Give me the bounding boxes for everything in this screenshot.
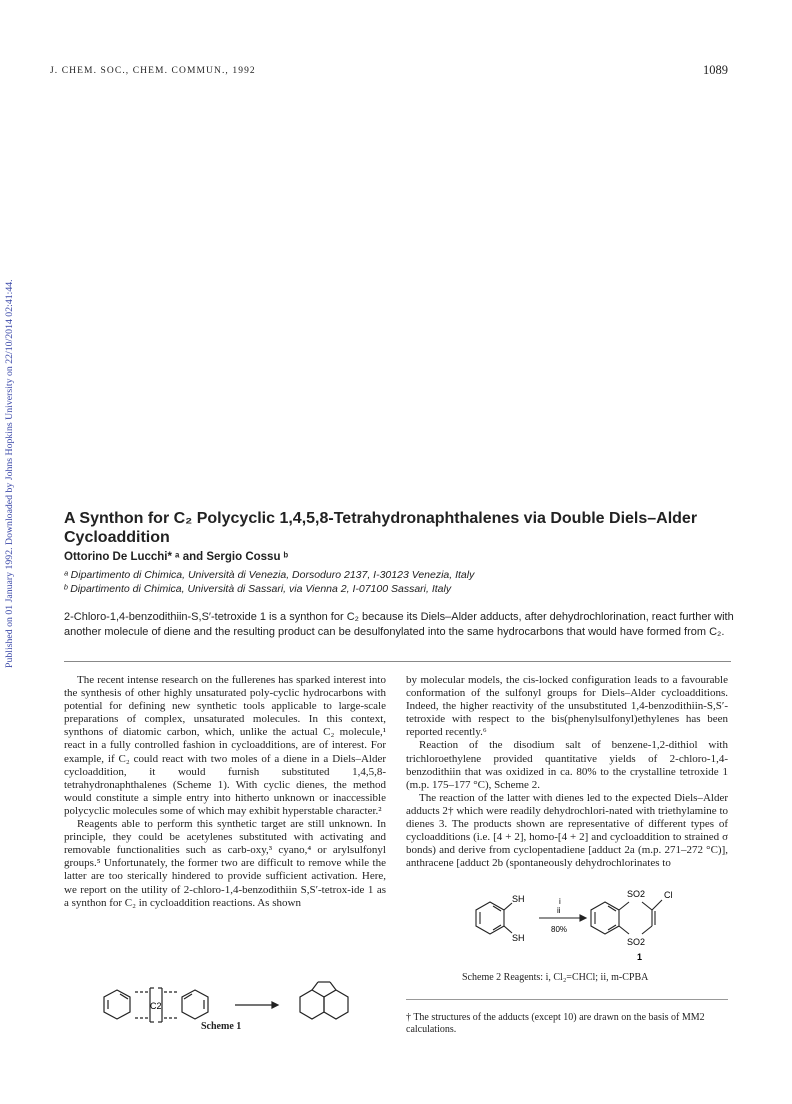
download-watermark: Published on 01 January 1992. Downloaded by Johns Hopkins University on 22/10/2014 02:41:44.: [4, 279, 15, 668]
sh-label-top: SH: [512, 894, 525, 904]
paragraph: The recent intense research on the fullerenes has sparked interest into the synthesis of other highly unsaturated poly-cyclic hydrocarbons with potential for defining new synthetic tools applicable to large-scale preparations of complex, unsaturated molecules. In this context, synthons of diatomic carbon, which, unlike the actual C₂ molecule,¹ react in a fully controlled fashion in cycloadditions, are of interest. For example, if C₂ could react with two moles of a diene in a Diels–Alder cycloaddition, it would furnish substituted 1,4,5,8-tetrahydronaphthalenes (Scheme 1). With cyclic dienes, the method would constitute a simple entry into hitherto unknown or inaccessible polycyclic molecules some of which may exhibit hyperstable character.²: [64, 674, 386, 817]
scheme-2-figure: [462, 878, 702, 964]
title-line-2: Cycloaddition: [64, 529, 170, 546]
affiliation-b: ᵇ Dipartimento di Chimica, Università di Sassari, via Vienna 2, I-07100 Sassari, Italy: [64, 583, 452, 595]
so2-label-top: SO2: [627, 889, 646, 899]
abstract-divider: [64, 661, 731, 662]
so2-label-bottom: SO2: [627, 937, 646, 947]
scheme-2-caption: Scheme 2 Reagents: i, Cl₂=CHCl; ii, m-CPBA: [462, 972, 649, 983]
running-head: J. CHEM. SOC., CHEM. COMMUN., 1992: [50, 66, 256, 76]
paragraph: by molecular models, the cis-locked configuration leads to a favourable conformation of the sulfonyl groups for Diels–Alder cycloadditions. Indeed, the higher reactivity of the unsubstituted 1,4-benzodithiin-S,S′-tetroxide with respect to the bis(phenylsulfonyl)ethylenes has been reported recently.⁶: [406, 674, 728, 739]
paragraph: Reaction of the disodium salt of benzene-1,2-dithiol with trichloroethylene provided quantitative yields of 2-chloro-1,4-benzodithiin that was oxidized in ca. 80% to the crystalline tetroxide 1 (m.p. 175–177 °C), Scheme 2.: [406, 739, 728, 791]
scheme-1-c2-label: C2: [150, 1001, 162, 1011]
authors: Ottorino De Lucchi* ᵃ and Sergio Cossu ᵇ: [64, 551, 289, 563]
article-title: [64, 509, 744, 547]
footnote: † The structures of the adducts (except 10) are drawn on the basis of MM2 calculations.: [406, 1012, 705, 1035]
reagent-i-label: i: [559, 897, 561, 906]
paragraph: The reaction of the latter with dienes led to the expected Diels–Alder adducts 2† which were readily dehydrochlori-nated with triethylamine to dienes 3. The products shown are representative of different types of cycloadditions (i.e. [4 + 2], homo-[4 + 2] and cycloaddition to strained σ bonds) and derive from cyclopentadiene [adduct 2a (m.p. 271–272 °C)], anthracene [adduct 2b (spontaneously dehydrochlorinates to: [406, 791, 728, 870]
reagent-ii-label: ii: [557, 906, 561, 915]
abstract: 2-Chloro-1,4-benzodithiin-S,S′-tetroxide 1 is a synthon for C₂ because its Diels–Alder adducts, after dehydrochlorination, react further with another molecule of diene and the resulting product can be desulfonylated into the same hydrocarbons that would have formed from C₂.: [64, 611, 734, 638]
compound-number: 1: [637, 952, 643, 962]
chloro-label: Cl: [664, 890, 673, 900]
left-column: [64, 674, 386, 910]
title-line-1: A Synthon for C₂ Polycyclic 1,4,5,8-Tetrahydronaphthalenes via Double Diels–Alder: [64, 510, 698, 527]
page-number: 1089: [703, 63, 728, 77]
affiliation-a: ᵃ Dipartimento di Chimica, Università di Venezia, Dorsoduro 2137, I-30123 Venezia, Italy: [64, 569, 475, 581]
scheme-1-caption: Scheme 1: [201, 1021, 242, 1032]
footnote-divider: [406, 999, 728, 1000]
right-column: [406, 674, 728, 870]
sh-label-bottom: SH: [512, 933, 525, 943]
paragraph: Reagents able to perform this synthetic target are still unknown. In principle, they could be acetylenes substituted with activating and removable functionalities such as carb-oxy,³ cyano,⁴ or arylsulfonyl groups.⁵ Unfortunately, the former two are difficult to remove while the latter are too sterically hindered to provide sufficient activation. Here, we report on the utility of 2-chloro-1,4-benzodithiin S,S′-tetrox-ide 1 as a synthon for C₂ in cycloaddition reactions. As shown: [64, 818, 386, 909]
yield-label: 80%: [551, 925, 568, 934]
